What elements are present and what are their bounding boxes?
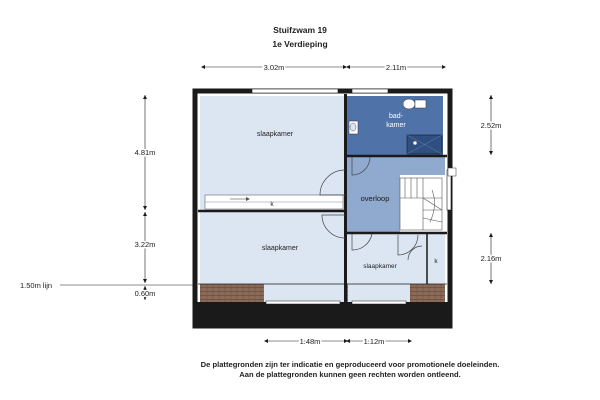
dim-left-upper: 4.81m: [134, 148, 156, 157]
dim-right-upper: 2.52m: [480, 121, 502, 130]
dim-right-lower: 2.16m: [480, 254, 502, 263]
room-label-landing: overloop: [360, 194, 390, 203]
window-top-left: [252, 89, 338, 93]
sink-icon: [349, 121, 358, 134]
closet-label-2: k: [434, 258, 438, 265]
floor-subtitle: 1e Verdieping: [272, 39, 328, 49]
disclaimer-line-1: De plattegronden zijn ter indicatie en geproduceerd voor promotionele doeleinden.: [200, 360, 500, 369]
room-label-bedroom-small: slaapkamer: [363, 263, 397, 270]
dim-left-lower: 3.22m: [134, 240, 156, 249]
dim-left-bottom: 0.60m: [134, 289, 156, 298]
room-label-bathroom-2: kamer: [386, 122, 406, 129]
room-label-bathroom-1: bad-: [388, 113, 404, 120]
disclaimer-line-2: Aan de plattegronden kunnen geen rechten worden ontleend.: [239, 370, 461, 379]
window-top-right: [352, 89, 388, 93]
radiator-icon: [448, 168, 456, 176]
roof-cutout-left: [264, 284, 344, 302]
stairwell-area: [400, 175, 445, 232]
dim-bottom-right: 1.12m: [363, 337, 385, 346]
dim-bottom-left: 1.48m: [299, 337, 321, 346]
closet-label-1: k: [270, 201, 274, 208]
room-label-bedroom-top: slaapkamer: [256, 131, 294, 138]
dim-top-left: 3.02m: [263, 63, 285, 72]
room-label-bedroom-left: slaapkamer: [261, 245, 299, 252]
shower-icon: [407, 135, 442, 154]
page-title: Stuifzwam 19: [273, 25, 327, 35]
dim-top-right: 2.11m: [385, 63, 407, 72]
roof-cutout-right: [348, 284, 410, 302]
ceiling-line-label: 1.50m lijn: [20, 281, 53, 290]
window-bottom-right: [352, 301, 406, 304]
window-bottom-left: [266, 301, 340, 304]
bedroom-top-area: [200, 96, 345, 210]
